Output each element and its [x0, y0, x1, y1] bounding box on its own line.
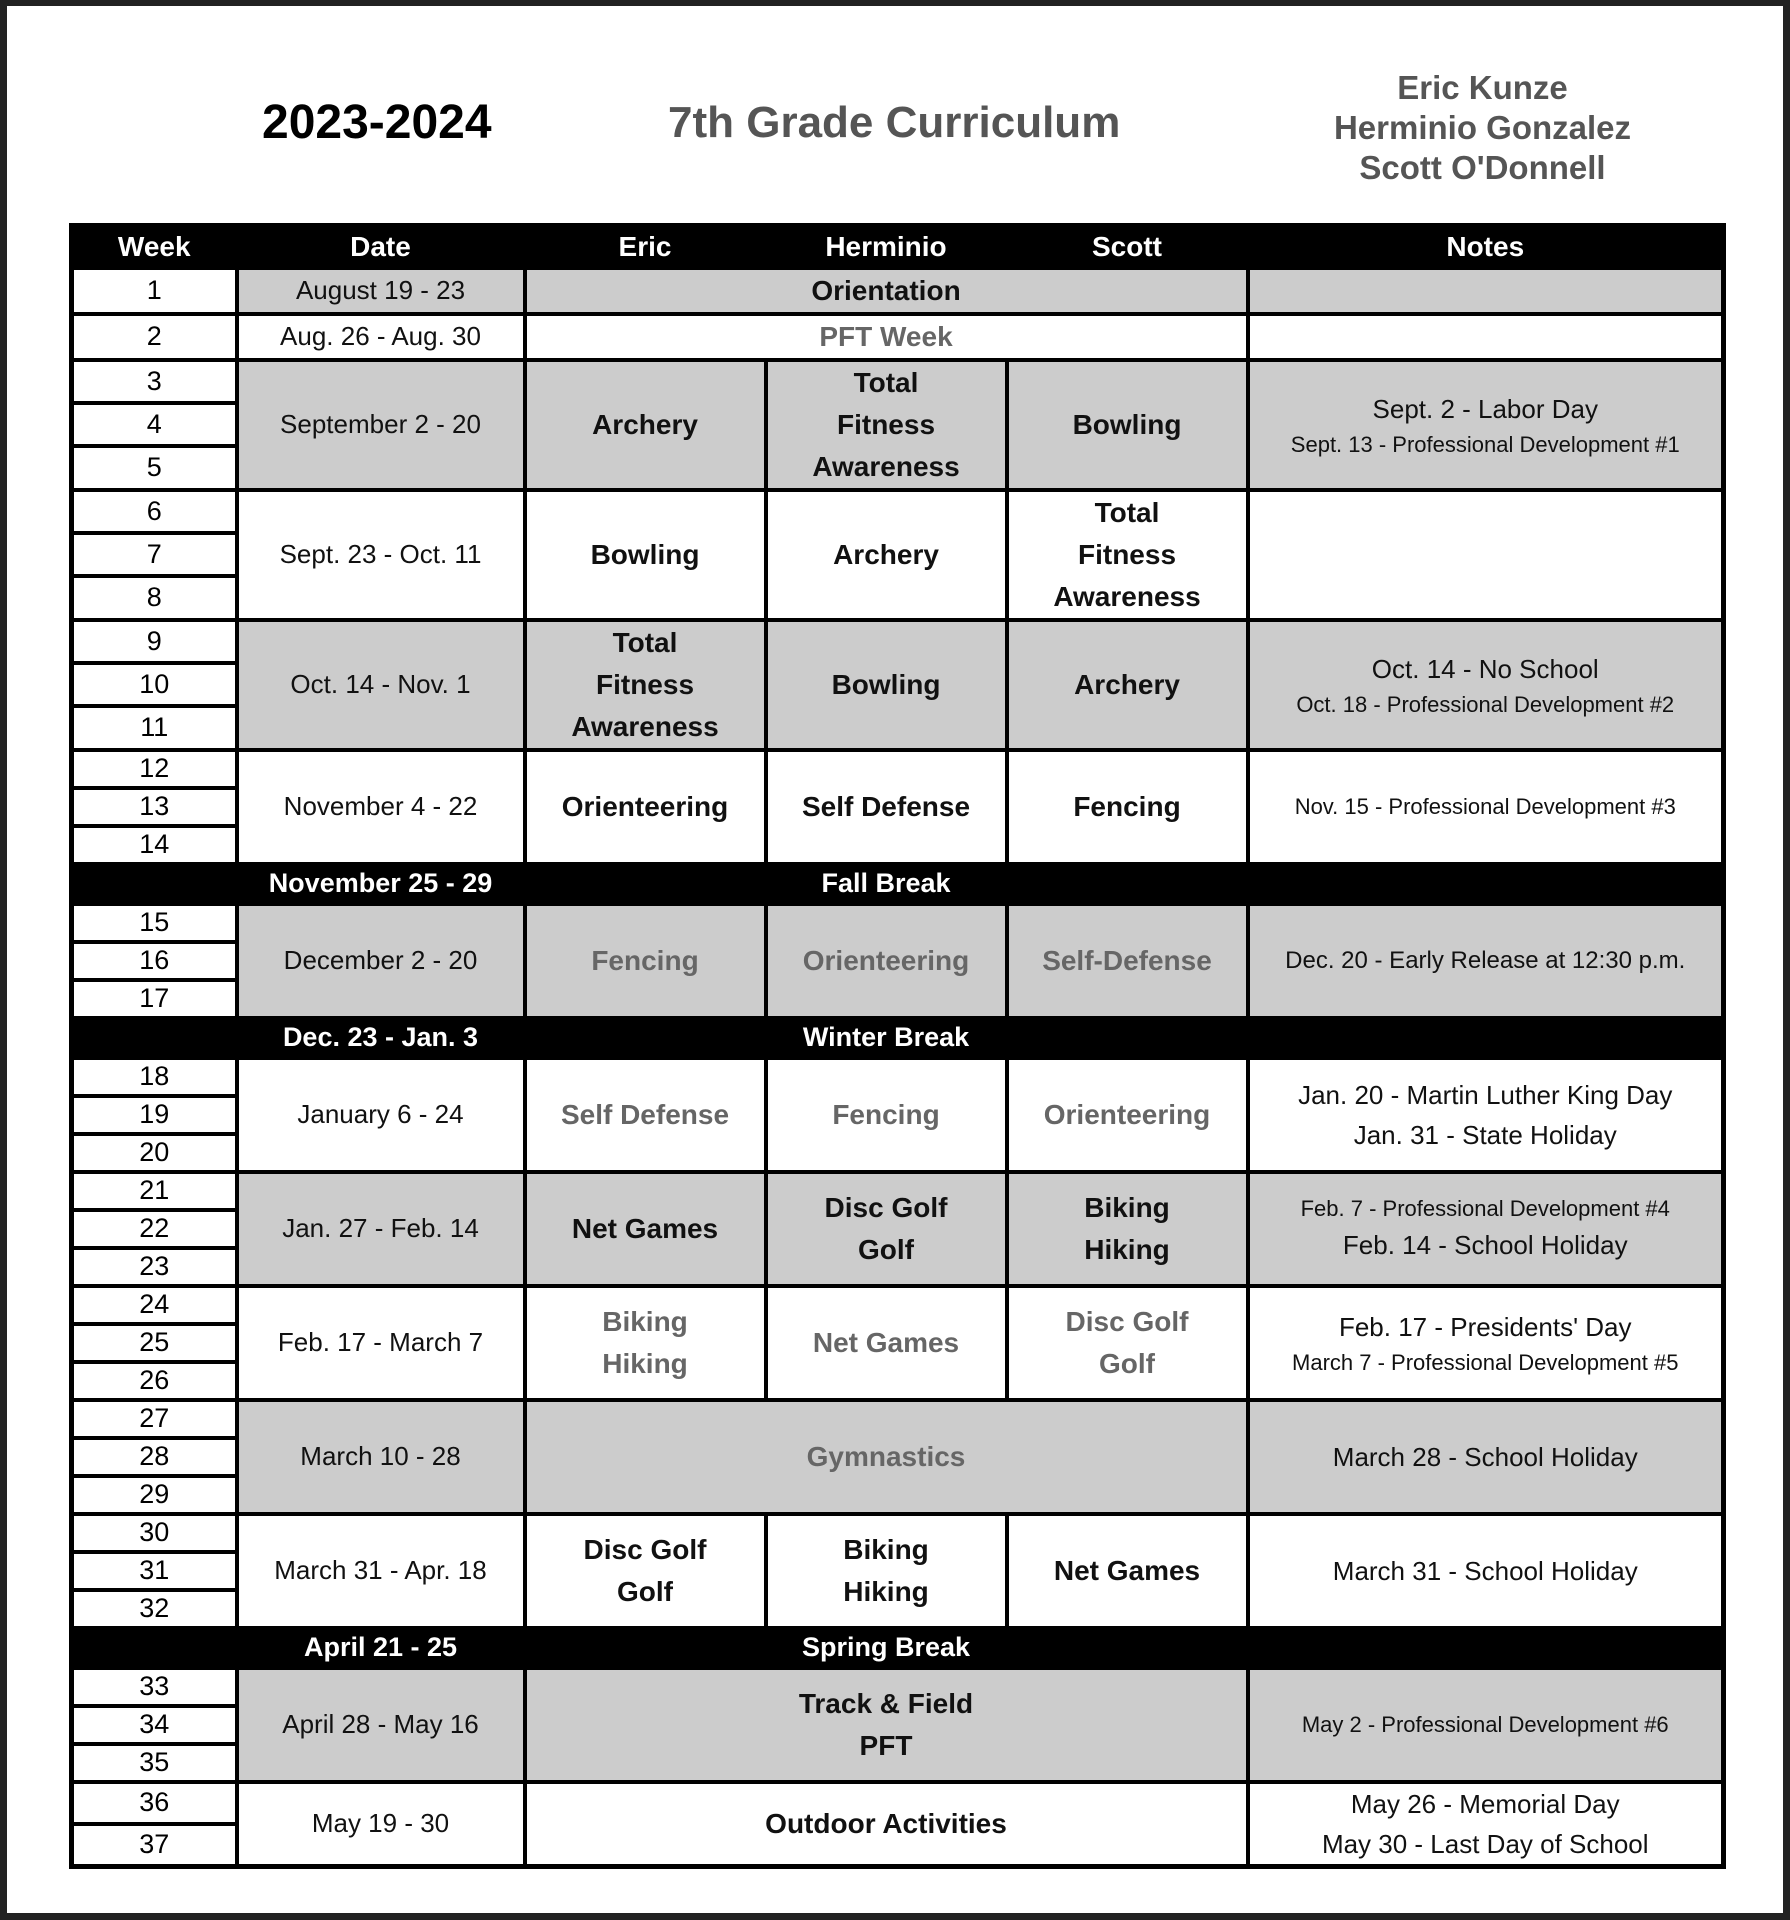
table-row [72, 490, 1724, 533]
note-line: Feb. 14 - School Holiday [1342, 1229, 1628, 1260]
notes-cell [1248, 360, 1724, 490]
date-range: March 31 - Apr. 18 [237, 1514, 525, 1628]
activity-eric: Self Defense [525, 1058, 766, 1172]
week-number: 20 [72, 1134, 237, 1172]
activity-herminio [766, 1514, 1007, 1628]
table-row [72, 1286, 1724, 1324]
notes-cell [1248, 1668, 1724, 1782]
note-line: Jan. 31 - State Holiday [1353, 1119, 1617, 1150]
week-number: 27 [72, 1400, 237, 1438]
activity-line: Disc Golf [1065, 1305, 1189, 1337]
col-scott-header: Scott [1007, 226, 1248, 268]
week-number: 30 [72, 1514, 237, 1552]
notes-cell [1248, 490, 1724, 620]
week-number: 23 [72, 1248, 237, 1286]
note-line: Nov. 15 - Professional Development #3 [1294, 793, 1676, 819]
activity-eric: Bowling [525, 490, 766, 620]
week-number: 33 [72, 1668, 237, 1706]
school-year: 2023-2024 [262, 96, 492, 149]
table-header-row [72, 226, 1724, 268]
week-number: 25 [72, 1324, 237, 1362]
table-row [72, 1058, 1724, 1096]
activity-line: Golf [858, 1233, 914, 1265]
activity-eric: Archery [525, 360, 766, 490]
activity-line: Disc Golf [583, 1533, 707, 1565]
notes-cell [1248, 1286, 1724, 1400]
date-range: Oct. 14 - Nov. 1 [237, 620, 525, 750]
teacher-name: Scott O'Donnell [1359, 149, 1606, 186]
activity-scott: Self-Defense [1007, 904, 1248, 1018]
table-row [72, 1782, 1724, 1824]
date-range: Feb. 17 - March 7 [237, 1286, 525, 1400]
activity-line: Total [612, 626, 678, 658]
date-range: November 4 - 22 [237, 750, 525, 864]
notes-cell [1248, 620, 1724, 750]
table-row [72, 750, 1724, 788]
note-line: May 26 - Memorial Day [1350, 1788, 1620, 1819]
activity-herminio: Archery [766, 490, 1007, 620]
week-number: 2 [72, 314, 237, 360]
table-row [72, 1514, 1724, 1552]
note-line: Oct. 18 - Professional Development #2 [1296, 691, 1675, 717]
week-number: 16 [72, 942, 237, 980]
break-spacer [72, 864, 237, 904]
week-number: 6 [72, 490, 237, 533]
week-number: 22 [72, 1210, 237, 1248]
teacher-name: Eric Kunze [1397, 69, 1568, 106]
activity-line: Awareness [812, 450, 960, 482]
note-line: May 30 - Last Day of School [1321, 1828, 1649, 1859]
activity-eric: Fencing [525, 904, 766, 1018]
activity-line: Total [853, 366, 919, 398]
date-range: April 28 - May 16 [237, 1668, 525, 1782]
notes-cell [1248, 750, 1724, 864]
notes-cell: March 31 - School Holiday [1248, 1514, 1724, 1628]
activity-line: Awareness [1053, 580, 1201, 612]
curriculum-table [69, 223, 1726, 1869]
activity-line: Golf [617, 1575, 673, 1607]
col-eric-header: Eric [525, 226, 766, 268]
week-number: 37 [72, 1824, 237, 1866]
break-label: Winter Break [525, 1018, 1248, 1058]
activity-line: Hiking [1084, 1233, 1170, 1265]
activity-all: Gymnastics [525, 1400, 1248, 1514]
activity-line: Fitness [595, 668, 695, 700]
table-row [72, 620, 1724, 663]
break-date: November 25 - 29 [237, 864, 525, 904]
note-line: Sept. 2 - Labor Day [1372, 393, 1598, 424]
date-range: May 19 - 30 [237, 1782, 525, 1867]
week-number: 11 [72, 706, 237, 749]
activity-line: Hiking [602, 1347, 688, 1379]
week-number: 10 [72, 663, 237, 706]
week-number: 15 [72, 904, 237, 942]
activity-herminio: Fencing [766, 1058, 1007, 1172]
activity-scott [1007, 490, 1248, 620]
activity-line: Track & Field [798, 1687, 974, 1719]
week-number: 7 [72, 533, 237, 576]
date-range: Jan. 27 - Feb. 14 [237, 1172, 525, 1286]
teacher-list [1290, 68, 1675, 188]
activity-herminio [766, 360, 1007, 490]
activity-scott: Net Games [1007, 1514, 1248, 1628]
activity-herminio: Bowling [766, 620, 1007, 750]
table-row [72, 314, 1724, 360]
date-range: March 10 - 28 [237, 1400, 525, 1514]
col-notes-header: Notes [1248, 226, 1724, 268]
week-number: 36 [72, 1782, 237, 1824]
activity-scott: Archery [1007, 620, 1248, 750]
activity-all: Orientation [525, 268, 1248, 314]
week-number: 35 [72, 1744, 237, 1782]
break-date: April 21 - 25 [237, 1628, 525, 1668]
week-number: 24 [72, 1286, 237, 1324]
activity-line: Disc Golf [824, 1191, 948, 1223]
col-week-header: Week [72, 226, 237, 268]
break-label: Fall Break [525, 864, 1248, 904]
break-spacer [72, 1018, 237, 1058]
activity-line: PFT [859, 1729, 913, 1761]
week-number: 18 [72, 1058, 237, 1096]
break-label: Spring Break [525, 1628, 1248, 1668]
activity-herminio: Orienteering [766, 904, 1007, 1018]
activity-herminio: Net Games [766, 1286, 1007, 1400]
page-title: 7th Grade Curriculum [668, 98, 1121, 147]
activity-herminio: Self Defense [766, 750, 1007, 864]
activity-eric [525, 1286, 766, 1400]
week-number: 31 [72, 1552, 237, 1590]
notes-cell [1248, 268, 1724, 314]
activity-line: Golf [1099, 1347, 1155, 1379]
note-line: Jan. 20 - Martin Luther King Day [1298, 1079, 1673, 1110]
week-number: 3 [72, 360, 237, 403]
week-number: 4 [72, 403, 237, 446]
activity-scott: Orienteering [1007, 1058, 1248, 1172]
week-number: 26 [72, 1362, 237, 1400]
activity-all: Outdoor Activities [525, 1782, 1248, 1867]
teacher-name: Herminio Gonzalez [1333, 109, 1632, 146]
note-line: March 7 - Professional Development #5 [1292, 1349, 1679, 1375]
week-number: 5 [72, 446, 237, 489]
note-line: May 2 - Professional Development #6 [1301, 1711, 1669, 1737]
date-range: January 6 - 24 [237, 1058, 525, 1172]
activity-scott: Fencing [1007, 750, 1248, 864]
week-number: 14 [72, 826, 237, 864]
note-line: Oct. 14 - No School [1371, 653, 1599, 684]
table-row [72, 1400, 1724, 1438]
col-date-header: Date [237, 226, 525, 268]
table-row [72, 360, 1724, 403]
activity-line: Fitness [1077, 538, 1177, 570]
col-herminio-header: Herminio [766, 226, 1007, 268]
week-number: 13 [72, 788, 237, 826]
break-spacer [1248, 1628, 1724, 1668]
break-row [72, 1018, 1724, 1058]
notes-cell: Dec. 20 - Early Release at 12:30 p.m. [1248, 904, 1724, 1018]
week-number: 9 [72, 620, 237, 663]
activity-line: Hiking [843, 1575, 929, 1607]
notes-cell [1248, 1172, 1724, 1286]
activity-herminio [766, 1172, 1007, 1286]
week-number: 29 [72, 1476, 237, 1514]
activity-line: Biking [843, 1533, 929, 1565]
activity-scott [1007, 1172, 1248, 1286]
week-number: 19 [72, 1096, 237, 1134]
week-number: 8 [72, 576, 237, 619]
activity-all [525, 1668, 1248, 1782]
table-row [72, 268, 1724, 314]
notes-cell [1248, 314, 1724, 360]
activity-scott: Bowling [1007, 360, 1248, 490]
week-number: 21 [72, 1172, 237, 1210]
activity-line: Total [1094, 496, 1160, 528]
week-number: 17 [72, 980, 237, 1018]
break-spacer [1248, 1018, 1724, 1058]
week-number: 1 [72, 268, 237, 314]
note-line: Feb. 17 - Presidents' Day [1338, 1311, 1632, 1342]
week-number: 28 [72, 1438, 237, 1476]
date-range: Aug. 26 - Aug. 30 [237, 314, 525, 360]
week-number: 34 [72, 1706, 237, 1744]
activity-eric: Net Games [525, 1172, 766, 1286]
week-number: 32 [72, 1590, 237, 1628]
activity-eric [525, 1514, 766, 1628]
date-range: August 19 - 23 [237, 268, 525, 314]
date-range: December 2 - 20 [237, 904, 525, 1018]
break-spacer [72, 1628, 237, 1668]
break-row [72, 864, 1724, 904]
activity-line: Biking [1084, 1191, 1170, 1223]
activity-scott [1007, 1286, 1248, 1400]
note-line: Sept. 13 - Professional Development #1 [1290, 431, 1680, 457]
table-row [72, 904, 1724, 942]
table-row [72, 1172, 1724, 1210]
note-line: Feb. 7 - Professional Development #4 [1300, 1195, 1670, 1221]
break-row [72, 1628, 1724, 1668]
activity-line: Fitness [836, 408, 936, 440]
notes-cell [1248, 1782, 1724, 1867]
week-number: 12 [72, 750, 237, 788]
date-range: Sept. 23 - Oct. 11 [237, 490, 525, 620]
date-range: September 2 - 20 [237, 360, 525, 490]
activity-line: Biking [602, 1305, 688, 1337]
break-date: Dec. 23 - Jan. 3 [237, 1018, 525, 1058]
activity-line: Awareness [571, 710, 719, 742]
break-spacer [1248, 864, 1724, 904]
table-row [72, 1668, 1724, 1706]
notes-cell: March 28 - School Holiday [1248, 1400, 1724, 1514]
activity-eric [525, 620, 766, 750]
activity-eric: Orienteering [525, 750, 766, 864]
activity-all: PFT Week [525, 314, 1248, 360]
notes-cell [1248, 1058, 1724, 1172]
